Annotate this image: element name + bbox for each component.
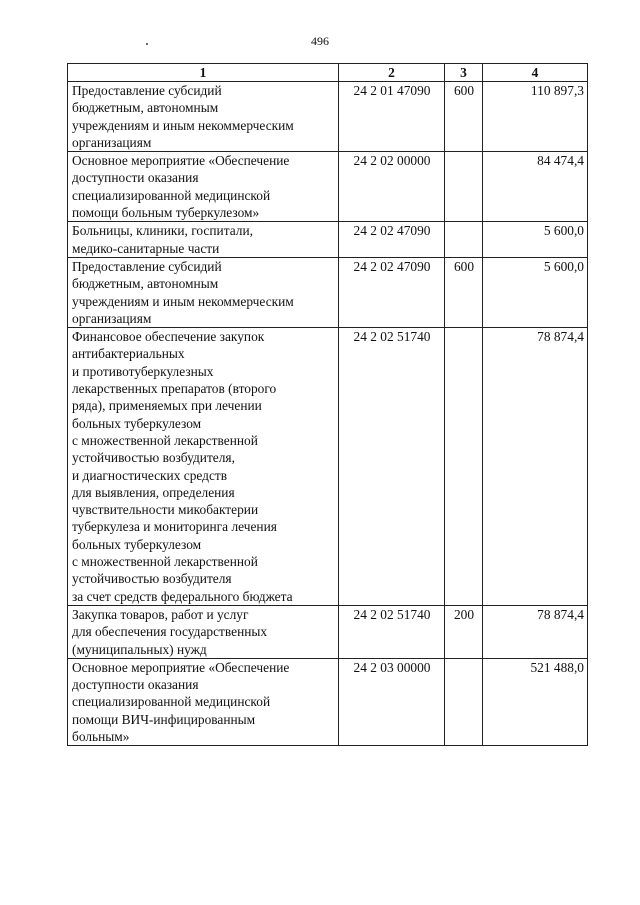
row-code: 24 2 02 00000 <box>339 152 445 222</box>
row-type <box>445 222 483 258</box>
row-amount: 78 874,4 <box>483 328 588 606</box>
row-name: Больницы, клиники, госпитали, медико-санитарные части <box>68 222 339 258</box>
row-amount: 110 897,3 <box>483 82 588 152</box>
page-number: 496 <box>311 34 329 48</box>
row-code: 24 2 02 47090 <box>339 257 445 327</box>
table-row <box>68 222 588 258</box>
row-type: 600 <box>445 82 483 152</box>
row-type <box>445 658 483 745</box>
row-type <box>445 328 483 606</box>
table-row <box>68 152 588 222</box>
row-code: 24 2 03 00000 <box>339 658 445 745</box>
table-row <box>68 328 588 606</box>
row-amount: 78 874,4 <box>483 605 588 658</box>
row-name: Финансовое обеспечение закупок антибактериальных и противотуберкулезных лекарственных препаратов (второго ряда), применяемых при лечении больных туберкулезом с множественной лекарственной устойчивостью возбудителя, и диагностических средств для выявления, определения чувствительности микобактерии туберкулеза и мониторинга лечения больных туберкулезом с множественной лекарственной устойчивостью возбудителя за счет средств федерального бюджета <box>68 328 339 606</box>
header-col-2: 2 <box>339 64 445 82</box>
budget-table <box>67 63 588 746</box>
row-code: 24 2 01 47090 <box>339 82 445 152</box>
row-amount: 521 488,0 <box>483 658 588 745</box>
row-code: 24 2 02 47090 <box>339 222 445 258</box>
scan-speck <box>146 43 148 45</box>
table-row <box>68 82 588 152</box>
row-name: Предоставление субсидий бюджетным, автономным учреждениям и иным некоммерческим организациям <box>68 82 339 152</box>
header-col-1: 1 <box>68 64 339 82</box>
row-name: Предоставление субсидий бюджетным, автономным учреждениям и иным некоммерческим организациям <box>68 257 339 327</box>
table-row <box>68 658 588 745</box>
row-type <box>445 152 483 222</box>
row-name: Закупка товаров, работ и услуг для обеспечения государственных (муниципальных) нужд <box>68 605 339 658</box>
header-col-4: 4 <box>483 64 588 82</box>
row-amount: 5 600,0 <box>483 222 588 258</box>
row-code: 24 2 02 51740 <box>339 328 445 606</box>
header-row <box>68 64 588 82</box>
table-row <box>68 605 588 658</box>
row-name: Основное мероприятие «Обеспечение доступности оказания специализированной медицинской помощи ВИЧ-инфицированным больным» <box>68 658 339 745</box>
row-code: 24 2 02 51740 <box>339 605 445 658</box>
row-type: 200 <box>445 605 483 658</box>
table-row <box>68 257 588 327</box>
row-amount: 5 600,0 <box>483 257 588 327</box>
header-col-3: 3 <box>445 64 483 82</box>
row-amount: 84 474,4 <box>483 152 588 222</box>
row-name: Основное мероприятие «Обеспечение доступности оказания специализированной медицинской помощи больным туберкулезом» <box>68 152 339 222</box>
row-type: 600 <box>445 257 483 327</box>
